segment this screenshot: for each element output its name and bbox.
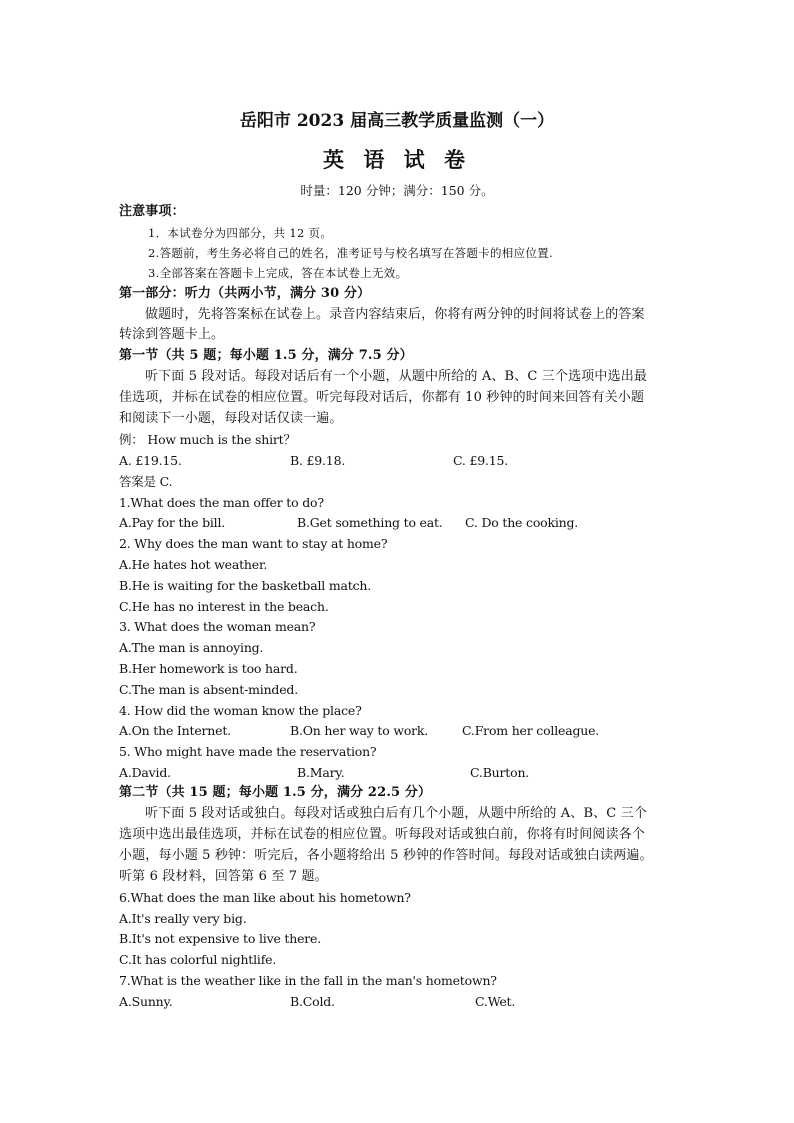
section2-instruction-line: 选项中选出最佳选项，并标在试卷的相应位置。听每段对话或独白前，你将有时间阅读各个 xyxy=(119,827,646,842)
q5-option-c: C.Burton. xyxy=(470,765,530,780)
q1-option-a: A.Pay for the bill. xyxy=(119,515,226,530)
question-2: 2. Why does the man want to stay at home? xyxy=(119,536,388,551)
part1-instruction-line: 转涂到答题卡上。 xyxy=(119,327,225,342)
q6-option-b: B.It's not expensive to live there. xyxy=(119,931,322,946)
example-option-c: C. £9.15. xyxy=(453,453,509,468)
q2-option-b: B.He is waiting for the basketball match. xyxy=(119,578,371,593)
notice-item: 1．本试卷分为四部分，共 12 页。 xyxy=(148,226,333,240)
section1-instruction-line: 佳选项，并标在试卷的相应位置。听完每段对话后，你都有 10 秒钟的时间来回答有关小题 xyxy=(119,390,645,405)
question-1: 1.What does the man offer to do? xyxy=(119,495,324,510)
section2-instruction-line: 小题，每小题 5 秒钟：听完后，各小题将给出 5 秒钟的作答时间。每段对话或独白读两遍。 xyxy=(119,848,653,863)
q3-option-c: C.The man is absent-minded. xyxy=(119,682,299,697)
q6-option-c: C.It has colorful nightlife. xyxy=(119,952,277,967)
q3-option-b: B.Her homework is too hard. xyxy=(119,661,298,676)
section1-heading: 第一节（共 5 题；每小题 1.5 分，满分 7.5 分） xyxy=(119,348,413,363)
example-answer: 答案是 C. xyxy=(119,474,173,489)
question-3: 3. What does the woman mean? xyxy=(119,619,316,634)
q7-option-b: B.Cold. xyxy=(290,994,335,1009)
notice-item: 2.答题前，考生务必将自己的姓名，准考证号与校名填写在答题卡的相应位置. xyxy=(148,246,553,260)
question-4: 4. How did the woman know the place? xyxy=(119,703,362,718)
exam-title: 岳阳市 2023 届高三教学质量监测（一） xyxy=(239,111,555,131)
example-option-b: B. £9.18. xyxy=(290,453,346,468)
section2-instruction-line: 听下面 5 段对话或独白。每段对话或独白后有几个小题，从题中所给的 A、B、C 三个 xyxy=(145,806,647,821)
question-5: 5. Who might have made the reservation? xyxy=(119,744,377,759)
section2-heading: 第二节（共 15 题；每小题 1.5 分，满分 22.5 分） xyxy=(119,785,432,800)
q2-option-a: A.He hates hot weather. xyxy=(119,557,268,572)
question-7: 7.What is the weather like in the fall in the man's hometown? xyxy=(119,973,497,988)
q5-option-a: A.David. xyxy=(119,765,171,780)
section1-instruction-line: 听下面 5 段对话。每段对话后有一个小题，从题中所给的 A、B、C 三个选项中选出最 xyxy=(145,369,647,384)
q3-option-a: A.The man is annoying. xyxy=(119,640,264,655)
notice-heading: 注意事项： xyxy=(119,204,185,219)
q4-option-c: C.From her colleague. xyxy=(462,723,600,738)
part1-heading: 第一部分：听力（共两小节，满分 30 分） xyxy=(119,286,371,301)
example-option-a: A. £19.15. xyxy=(119,453,182,468)
notice-item: 3.全部答案在答题卡上完成，答在本试卷上无效。 xyxy=(148,266,408,280)
q1-option-b: B.Get something to eat. xyxy=(297,515,443,530)
section1-instruction-line: 和阅读下一小题，每段对话仅读一遍。 xyxy=(119,411,343,426)
q4-option-b: B.On her way to work. xyxy=(290,723,429,738)
q4-option-a: A.On the Internet. xyxy=(119,723,231,738)
q7-option-c: C.Wet. xyxy=(475,994,516,1009)
question-6: 6.What does the man like about his hometown? xyxy=(119,890,411,905)
subject-title: 英 语 试 卷 xyxy=(323,147,471,172)
q1-option-c: C. Do the cooking. xyxy=(465,515,579,530)
q2-option-c: C.He has no interest in the beach. xyxy=(119,599,329,614)
example-question: 例： How much is the shirt？ xyxy=(119,432,296,447)
q7-option-a: A.Sunny. xyxy=(119,994,173,1009)
section2-instruction-line: 听第 6 段材料，回答第 6 至 7 题。 xyxy=(119,869,328,884)
q6-option-a: A.It's really very big. xyxy=(119,911,247,926)
q5-option-b: B.Mary. xyxy=(297,765,345,780)
part1-instruction-line: 做题时，先将答案标在试卷上。录音内容结束后，你将有两分钟的时间将试卷上的答案 xyxy=(145,307,645,322)
time-score-line: 时量：120 分钟；满分：150 分。 xyxy=(300,183,494,198)
